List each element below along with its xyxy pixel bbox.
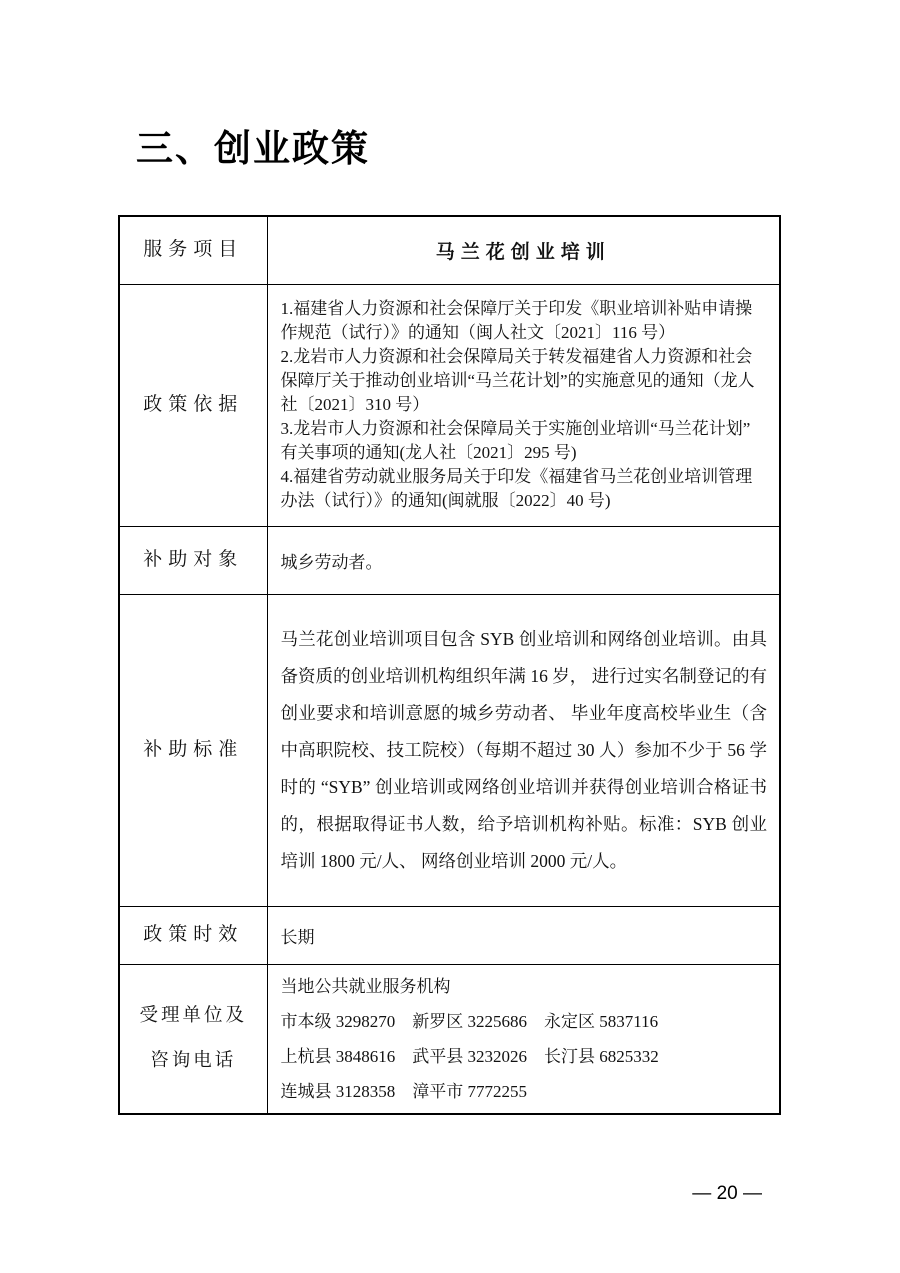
policy-duration-label: 政策时效 (119, 906, 267, 964)
policy-basis-content (267, 284, 780, 526)
table-row-policy-basis (119, 284, 780, 526)
policy-table (118, 215, 781, 1115)
subsidy-standard-content: 马兰花创业培训项目包含 SYB 创业培训和网络创业培训。由具备资质的创业培训机构组织年满 16 岁， 进行过实名制登记的有创业要求和培训意愿的城乡劳动者、 毕业年度高校毕业生（含中高职院校、技工院校）（每期不超过 30 人）参加不少于 56 学时的 “SYB” 创业培训或网络创业培训并获得创业培训合格证书的，根据取得证书人数，给予培训机构补贴。标准：SYB 创业培训 1800 元/人、 网络创业培训 2000 元/人。 (267, 594, 780, 906)
table-row-contact (119, 964, 780, 1114)
contact-line-phones-3: 连城县 3128358 漳平市 7772255 (280, 1081, 527, 1101)
policy-basis-item-3: 3.龙岩市人力资源和社会保障局关于实施创业培训“马兰花计划” 有关事项的通知(龙人社〔2021〕295 号) (280, 419, 751, 462)
policy-duration-content: 长期 (267, 906, 780, 964)
policy-basis-item-1: 1.福建省人力资源和社会保障厅关于印发《职业培训补贴申请操作规范（试行）》的通知（闽人社文〔2021〕116 号） (280, 299, 753, 342)
subsidy-target-content: 城乡劳动者。 (267, 526, 780, 594)
contact-line-phones-1: 市本级 3298270 新罗区 3225686 永定区 5837116 (280, 1011, 659, 1031)
policy-basis-item-2: 2.龙岩市人力资源和社会保障局关于转发福建省人力资源和社会保障厅关于推动创业培训“马兰花计划”的实施意见的通知（龙人社〔2021〕310 号） (280, 347, 755, 414)
table-row-subsidy-standard (119, 594, 780, 906)
contact-content (267, 964, 780, 1114)
contact-line-agency: 当地公共就业服务机构 (280, 976, 451, 996)
contact-line-phones-2: 上杭县 3848616 武平县 3232026 长汀县 6825332 (280, 1046, 659, 1066)
contact-label: 受理单位及咨询电话 (119, 964, 267, 1114)
table-row-header (119, 216, 780, 284)
subsidy-standard-label: 补助标准 (119, 594, 267, 906)
policy-basis-item-4: 4.福建省劳动就业服务局关于印发《福建省马兰花创业培训管理办法（试行）》的通知(闽就服〔2022〕40 号) (280, 467, 753, 510)
subsidy-target-label: 补助对象 (119, 526, 267, 594)
table-row-subsidy-target (119, 526, 780, 594)
table-row-policy-duration (119, 906, 780, 964)
policy-basis-label: 政策依据 (119, 284, 267, 526)
service-item-value: 马兰花创业培训 (267, 216, 780, 284)
page-title: 三、创业政策 (136, 128, 370, 169)
service-item-label: 服务项目 (119, 216, 267, 284)
page-number: — 20 — (692, 1183, 762, 1204)
